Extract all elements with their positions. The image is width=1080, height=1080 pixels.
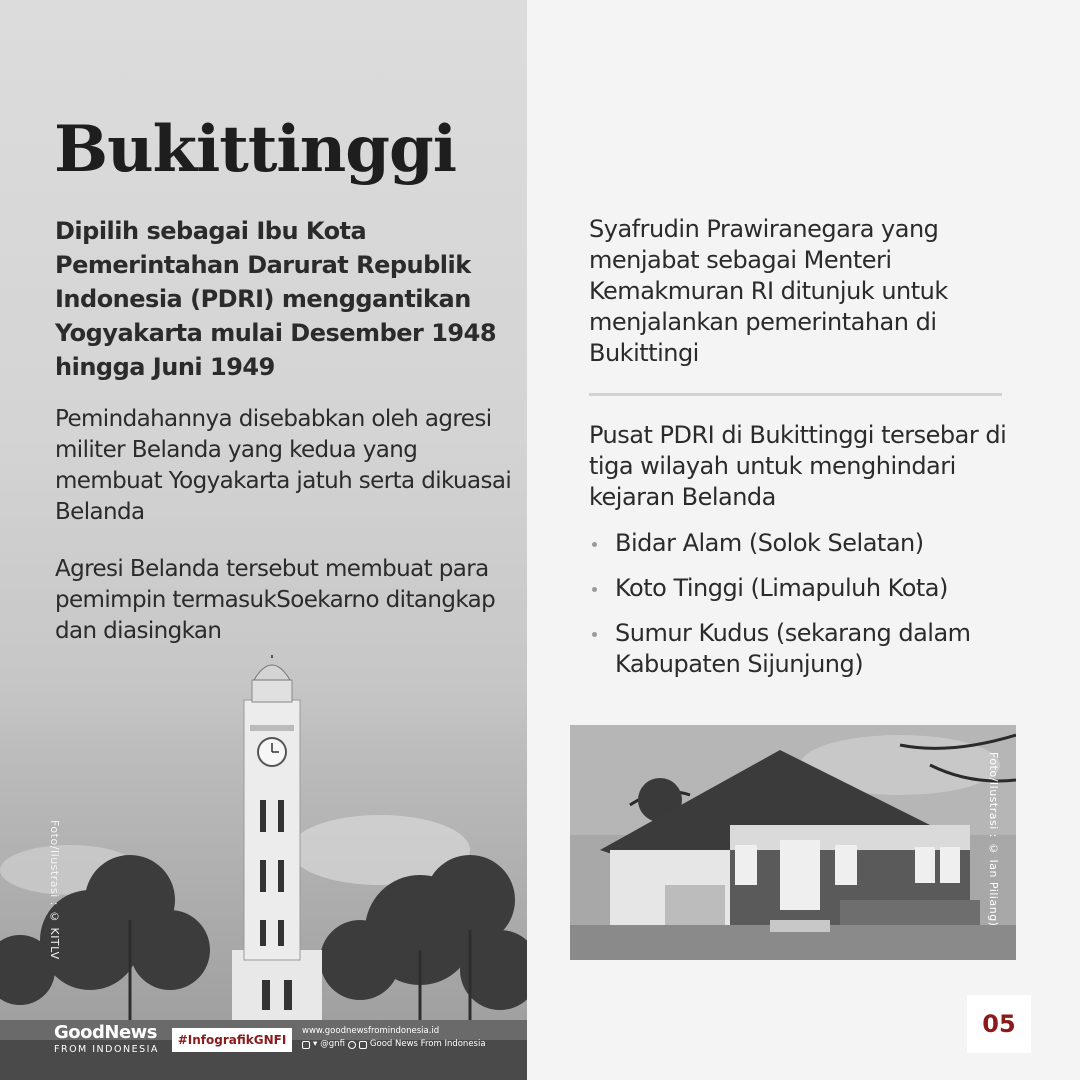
list-item: Bidar Alam (Solok Selatan)	[590, 528, 1010, 559]
photo-credit-right: Foto/Ilustrasi : © Ian Piliang)	[987, 752, 1000, 927]
page-name-text[interactable]: Good News From Indonesia	[369, 1039, 486, 1049]
page-number: 05	[967, 995, 1031, 1053]
twitter-icon[interactable]: ▾	[313, 1039, 318, 1049]
youtube-icon[interactable]	[359, 1041, 367, 1049]
photo-credit-left: Foto/Ilustrasi : © KITLV	[48, 820, 61, 960]
bullet-icon	[592, 542, 597, 547]
facebook-icon[interactable]	[348, 1041, 356, 1049]
divider	[589, 393, 1002, 396]
social-links	[302, 1025, 486, 1051]
brand-main: GoodNews	[54, 1022, 158, 1043]
list-item: Koto Tinggi (Limapuluh Kota)	[590, 573, 1010, 604]
paragraph-relocation-cause: Pemindahannya disebabkan oleh agresi militer Belanda yang kedua yang membuat Yogyakarta jatuh serta dikuasai Belanda	[55, 406, 512, 525]
website-link[interactable]: www.goodnewsfromindonesia.id	[302, 1026, 440, 1036]
clock-tower-photo	[0, 600, 527, 1080]
hashtag-badge: #InfografikGNFI	[172, 1028, 292, 1052]
region-list	[590, 528, 1010, 694]
paragraph-leaders-arrested: Agresi Belanda tersebut membuat para pemimpin termasukSoekarno ditangkap dan diasingkan	[55, 556, 496, 644]
left-panel	[0, 0, 527, 1080]
instagram-icon[interactable]	[302, 1041, 310, 1049]
handle-text[interactable]: @gnfi	[320, 1039, 345, 1049]
syafrudin-text: Syafrudin Prawiranegara yang menjabat sebagai Menteri Kemakmuran RI ditunjuk untuk menjalankan pemerintahan di Bukittingi	[589, 215, 948, 367]
brand-sub: FROM INDONESIA	[54, 1044, 159, 1055]
lead-text: Dipilih sebagai Ibu Kota Pemerintahan Darurat Republik Indonesia (PDRI) menggantikan Yogyakarta mulai Desember 1948 hingga Juni 1949	[55, 217, 497, 381]
page-title: Bukittinggi	[54, 112, 457, 187]
list-item: Sumur Kudus (sekarang dalam Kabupaten Sijunjung)	[590, 618, 1010, 680]
pdri-house-photo	[570, 725, 1016, 960]
bullet-icon	[592, 632, 597, 637]
bullet-icon	[592, 587, 597, 592]
pdri-centers-text: Pusat PDRI di Bukittinggi tersebar di tiga wilayah untuk menghindari kejaran Belanda	[589, 421, 1007, 511]
brand-logo	[54, 1022, 159, 1055]
